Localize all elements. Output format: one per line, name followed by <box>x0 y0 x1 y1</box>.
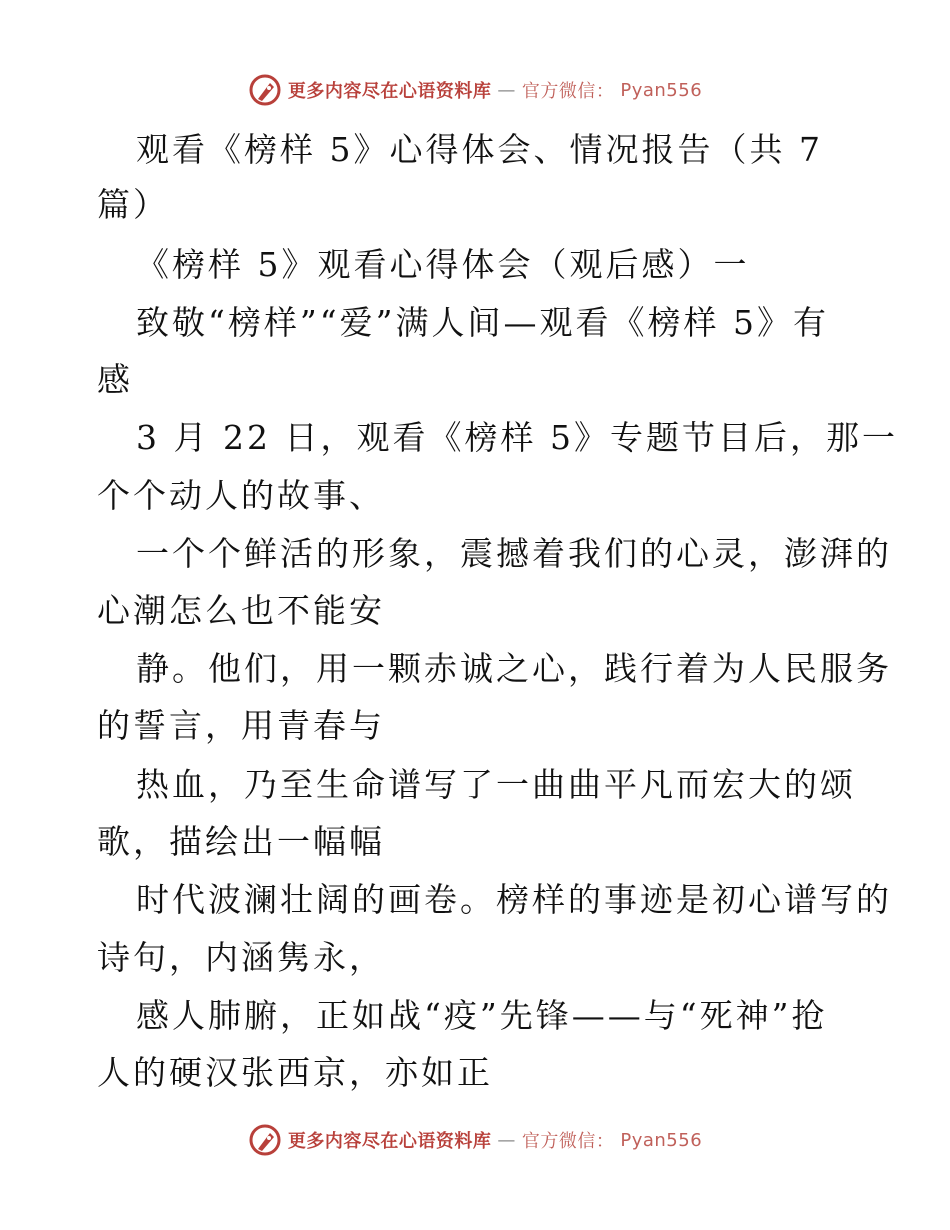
footer-watermark-banner <box>0 1120 950 1160</box>
section-heading: 《榜样 5》观看心得体会（观后感）一 <box>136 245 750 284</box>
paragraph-line: 歌，描绘出一幅幅 <box>97 822 385 861</box>
header-watermark-banner <box>0 70 950 110</box>
header-banner-inner <box>248 73 702 107</box>
paragraph-line: 感人肺腑，正如战“疫”先锋——与“死神”抢 <box>136 996 828 1035</box>
footer-banner-inner <box>248 1123 702 1157</box>
banner-wechat-label: 官方微信： <box>521 81 615 102</box>
paragraph-line: 感 <box>97 360 133 399</box>
banner-separator: — <box>497 79 516 101</box>
paragraph-line: 诗句，内涵隽永， <box>97 938 385 977</box>
banner-separator: — <box>497 1129 516 1151</box>
document-title-line-2: 篇） <box>97 185 169 224</box>
banner-main-text: 更多内容尽在心语资料库 <box>287 81 492 102</box>
paragraph-line: 时代波澜壮阔的画卷。榜样的事迹是初心谱写的 <box>136 880 892 919</box>
document-title-line-1: 观看《榜样 5》心得体会、情况报告（共 7 <box>136 130 823 169</box>
pen-nib-logo-icon <box>248 73 282 107</box>
banner-wechat-id: Pyan556 <box>620 79 703 101</box>
paragraph-line: 静。他们，用一颗赤诚之心，践行着为人民服务 <box>136 649 892 688</box>
paragraph-line: 一个个鲜活的形象，震撼着我们的心灵，澎湃的 <box>136 534 892 573</box>
banner-main-text: 更多内容尽在心语资料库 <box>287 1131 492 1152</box>
banner-wechat-label: 官方微信： <box>521 1131 615 1152</box>
paragraph-line: 3 月 22 日，观看《榜样 5》专题节目后，那一 <box>136 418 898 457</box>
paragraph-line: 的誓言，用青春与 <box>97 706 385 745</box>
paragraph-line: 个个动人的故事、 <box>97 476 385 515</box>
banner-wechat-id: Pyan556 <box>620 1129 703 1151</box>
paragraph-line: 心潮怎么也不能安 <box>97 591 385 630</box>
paragraph-line: 热血，乃至生命谱写了一曲曲平凡而宏大的颂 <box>136 765 856 804</box>
pen-nib-logo-icon <box>248 1123 282 1157</box>
paragraph-line: 人的硬汉张西京，亦如正 <box>97 1053 493 1092</box>
paragraph-line: 致敬“榜样”“爱”满人间—观看《榜样 5》有 <box>136 303 829 342</box>
